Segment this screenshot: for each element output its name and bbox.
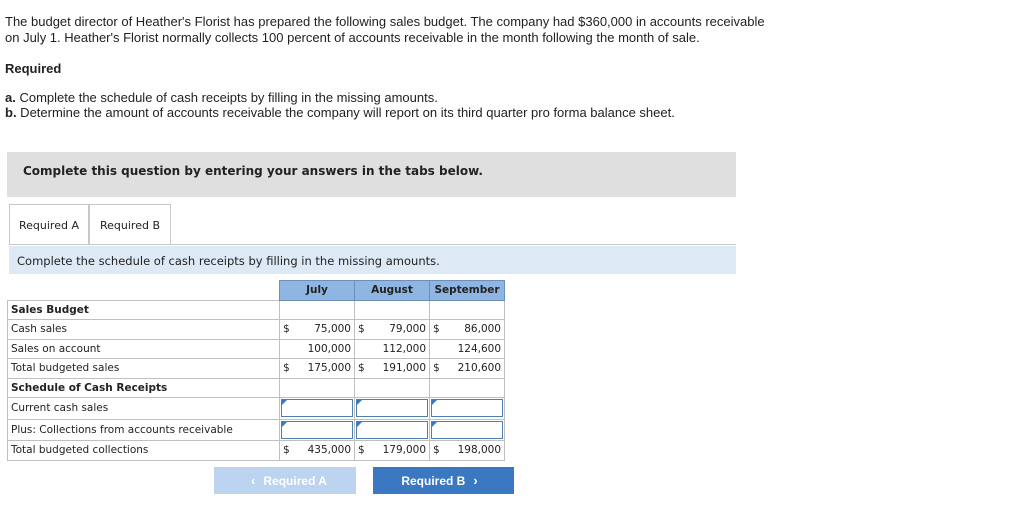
cash-sales-september: 86,000 (444, 320, 505, 340)
empty-cell (430, 339, 444, 359)
tab-required-b[interactable]: Required B (89, 204, 171, 245)
task-b-text: Determine the amount of accounts receivable the company will report on its third quarter pro forma balance sheet. (16, 105, 675, 120)
collections-july-cell (280, 419, 355, 441)
current-cash-sales-september-input[interactable] (431, 399, 503, 417)
collections-august-input[interactable] (356, 421, 428, 439)
sales-on-account-september: 124,600 (444, 339, 505, 359)
currency-symbol: $ (280, 359, 294, 379)
prev-required-a-button[interactable] (214, 467, 356, 494)
table-row (8, 419, 505, 441)
table-header-row (8, 281, 505, 301)
current-cash-sales-july-input[interactable] (281, 399, 353, 417)
empty-cell (280, 339, 294, 359)
total-collections-september: 198,000 (444, 441, 505, 461)
tab-divider (9, 244, 736, 245)
currency-symbol: $ (430, 359, 444, 379)
instruction-box (7, 152, 736, 197)
next-button-label: Required B (401, 473, 466, 488)
currency-symbol: $ (355, 441, 369, 461)
current-cash-sales-july-cell (280, 398, 355, 420)
cash-sales-august: 79,000 (369, 320, 430, 340)
collections-label: Plus: Collections from accounts receivable (8, 419, 280, 441)
table-row (8, 398, 505, 420)
prev-button-label: Required A (263, 473, 327, 488)
currency-symbol: $ (430, 320, 444, 340)
task-a (5, 90, 675, 105)
table-row (8, 339, 505, 359)
task-a-prefix: a. (5, 90, 16, 105)
empty-cell (355, 339, 369, 359)
total-collections-august: 179,000 (369, 441, 430, 461)
instruction-text: Complete this question by entering your answers in the tabs below. (23, 164, 483, 178)
column-august: August (355, 281, 430, 301)
task-a-text: Complete the schedule of cash receipts by filling in the missing amounts. (15, 90, 438, 105)
table-row (8, 300, 505, 320)
collections-july-input[interactable] (281, 421, 353, 439)
collections-september-cell (430, 419, 505, 441)
sales-on-account-label: Sales on account (8, 339, 280, 359)
cash-sales-label: Cash sales (8, 320, 280, 340)
currency-symbol: $ (280, 320, 294, 340)
total-collections-label: Total budgeted collections (8, 441, 280, 461)
cash-receipts-table (7, 280, 505, 461)
table-row (8, 320, 505, 340)
sales-on-account-july: 100,000 (294, 339, 355, 359)
intro-line-1: The budget director of Heather's Florist has prepared the following sales budget. The company had $360,000 in accounts receivable (5, 14, 765, 29)
question-bar (9, 246, 736, 274)
current-cash-sales-august-input[interactable] (356, 399, 428, 417)
empty-cell (280, 300, 355, 320)
empty-cell (280, 378, 355, 398)
table-row (8, 378, 505, 398)
collections-september-input[interactable] (431, 421, 503, 439)
chevron-left-icon: ‹ (251, 473, 256, 488)
currency-symbol: $ (430, 441, 444, 461)
required-heading: Required (5, 61, 62, 76)
task-list (5, 90, 675, 120)
currency-symbol: $ (355, 320, 369, 340)
next-required-b-button[interactable] (373, 467, 514, 494)
total-sales-august: 191,000 (369, 359, 430, 379)
currency-symbol: $ (280, 441, 294, 461)
task-b-prefix: b. (5, 105, 17, 120)
empty-cell (430, 378, 505, 398)
current-cash-sales-label: Current cash sales (8, 398, 280, 420)
table-row (8, 441, 505, 461)
header-blank (8, 281, 280, 301)
total-budgeted-sales-label: Total budgeted sales (8, 359, 280, 379)
schedule-heading: Schedule of Cash Receipts (8, 378, 280, 398)
current-cash-sales-september-cell (430, 398, 505, 420)
problem-intro (5, 14, 825, 46)
task-b (5, 105, 675, 120)
sales-budget-heading: Sales Budget (8, 300, 280, 320)
table-row (8, 359, 505, 379)
currency-symbol: $ (355, 359, 369, 379)
cash-sales-july: 75,000 (294, 320, 355, 340)
empty-cell (430, 300, 505, 320)
intro-line-2: on July 1. Heather's Florist normally collects 100 percent of accounts receivable in the month following the month of sale. (5, 30, 700, 45)
total-sales-july: 175,000 (294, 359, 355, 379)
chevron-right-icon: › (473, 473, 478, 488)
total-sales-september: 210,600 (444, 359, 505, 379)
total-collections-july: 435,000 (294, 441, 355, 461)
empty-cell (355, 300, 430, 320)
collections-august-cell (355, 419, 430, 441)
question-text: Complete the schedule of cash receipts by filling in the missing amounts. (17, 254, 440, 268)
column-september: September (430, 281, 505, 301)
sales-on-account-august: 112,000 (369, 339, 430, 359)
empty-cell (355, 378, 430, 398)
current-cash-sales-august-cell (355, 398, 430, 420)
column-july: July (280, 281, 355, 301)
tab-required-a[interactable]: Required A (9, 204, 89, 245)
